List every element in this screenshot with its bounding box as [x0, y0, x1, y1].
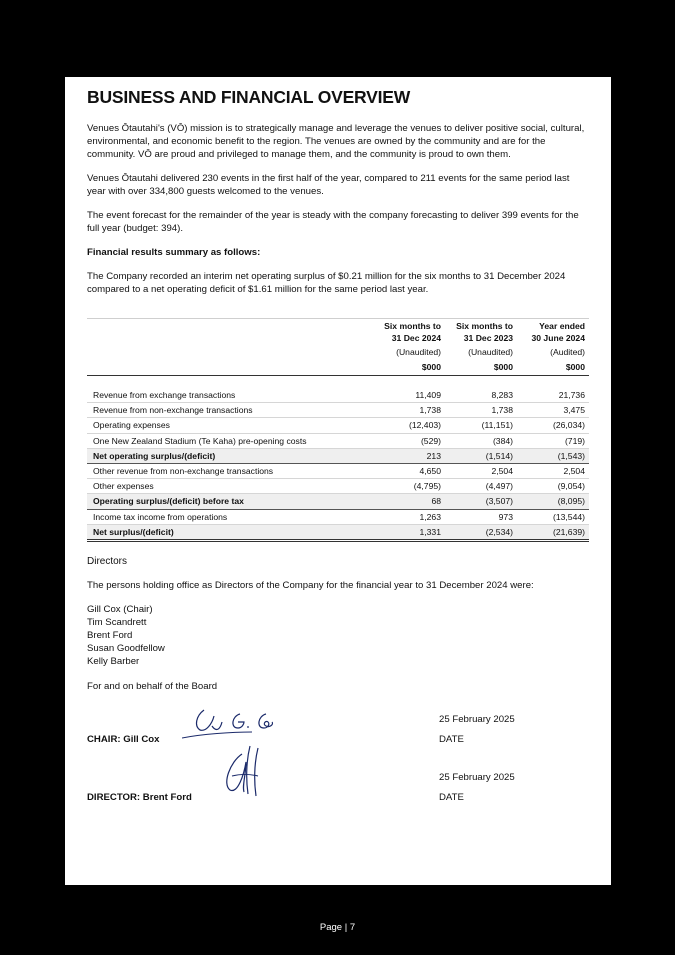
forecast-paragraph: The event forecast for the remainder of the year is steady with the company forecasting to deliver 399 events for the full year (budget: 394).: [87, 210, 579, 234]
director-name: Kelly Barber: [87, 655, 140, 667]
directors-title: Directors: [87, 555, 128, 567]
table-row: [87, 509, 589, 524]
row-value: (4,795): [373, 479, 445, 494]
row-value: 973: [445, 509, 517, 524]
row-value: (1,543): [517, 448, 589, 463]
director-label: DIRECTOR: Brent Ford: [87, 791, 192, 803]
document-page: [65, 77, 611, 885]
col-header: Six months to 31 Dec 2024: [384, 321, 441, 343]
col-status: (Audited): [550, 347, 585, 357]
col-unit: $000: [445, 359, 517, 376]
row-value: (9,054): [517, 479, 589, 494]
row-value: (8,095): [517, 494, 589, 509]
row-value: (4,497): [445, 479, 517, 494]
row-value: (2,534): [445, 524, 517, 540]
row-value: 8,283: [445, 388, 517, 403]
row-value: (719): [517, 433, 589, 448]
row-value: 2,504: [445, 463, 517, 478]
row-label: Net operating surplus/(deficit): [87, 448, 373, 463]
row-value: 1,738: [445, 403, 517, 418]
page-number: Page | 7: [319, 922, 356, 933]
row-value: (21,639): [517, 524, 589, 540]
row-label: Other expenses: [87, 479, 373, 494]
director-signature: [220, 744, 270, 802]
row-value: 21,736: [517, 388, 589, 403]
table-row: [87, 448, 589, 463]
row-value: 4,650: [373, 463, 445, 478]
directors-intro: The persons holding office as Directors of the Company for the financial year to 31 December 2024 were:: [87, 579, 534, 591]
row-label: Net surplus/(deficit): [87, 524, 373, 540]
chair-date-label: DATE: [439, 733, 464, 745]
row-label: Other revenue from non-exchange transactions: [87, 463, 373, 478]
director-date-label: DATE: [439, 791, 464, 803]
financial-summary-table: [87, 318, 589, 542]
row-value: (13,544): [517, 509, 589, 524]
row-value: 3,475: [517, 403, 589, 418]
row-value: (12,403): [373, 418, 445, 433]
row-label: Revenue from exchange transactions: [87, 388, 373, 403]
row-label: Revenue from non-exchange transactions: [87, 403, 373, 418]
col-unit: $000: [373, 359, 445, 376]
row-label: Income tax income from operations: [87, 509, 373, 524]
signature-block: [87, 704, 589, 844]
row-value: 213: [373, 448, 445, 463]
row-value: (11,151): [445, 418, 517, 433]
table-row: [87, 479, 589, 494]
table-row: [87, 524, 589, 540]
directors-list: [87, 603, 589, 668]
page-heading: BUSINESS AND FINANCIAL OVERVIEW: [87, 87, 411, 107]
director-name: Tim Scandrett: [87, 616, 147, 628]
row-value: 11,409: [373, 388, 445, 403]
row-value: 1,738: [373, 403, 445, 418]
col-status: (Unaudited): [396, 347, 441, 357]
chair-label: CHAIR: Gill Cox: [87, 733, 160, 745]
row-value: 68: [373, 494, 445, 509]
row-value: (384): [445, 433, 517, 448]
row-label: Operating expenses: [87, 418, 373, 433]
table-row: [87, 433, 589, 448]
row-value: 1,263: [373, 509, 445, 524]
table-row: [87, 418, 589, 433]
table-row: [87, 403, 589, 418]
director-date: 25 February 2025: [439, 771, 515, 783]
row-value: (26,034): [517, 418, 589, 433]
col-status: (Unaudited): [468, 347, 513, 357]
table-row: [87, 388, 589, 403]
col-unit: $000: [517, 359, 589, 376]
chair-signature: [182, 702, 277, 742]
row-value: (3,507): [445, 494, 517, 509]
col-header: Six months to 31 Dec 2023: [456, 321, 513, 343]
events-paragraph: Venues Ōtautahi delivered 230 events in the first half of the year, compared to 211 events for the same period last year with over 334,800 guests welcomed to the venues.: [87, 173, 570, 197]
row-value: (529): [373, 433, 445, 448]
row-value: 1,331: [373, 524, 445, 540]
table-row: [87, 494, 589, 509]
row-label: One New Zealand Stadium (Te Kaha) pre-opening costs: [87, 433, 373, 448]
row-value: (1,514): [445, 448, 517, 463]
director-name: Brent Ford: [87, 629, 133, 641]
results-paragraph: The Company recorded an interim net operating surplus of $0.21 million for the six months to 31 December 2024 compared to a net operating deficit of $1.61 million for the same period last year.: [87, 271, 566, 295]
mission-paragraph: Venues Ōtautahi's (VŌ) mission is to strategically manage and leverage the venues to deliver positive social, cultural, environmental, and economic benefit to the region. The venues are owned by the community and are for the community. VŌ are proud and privileged to manage them, and the community is proud to own them.: [87, 123, 585, 160]
table-row: [87, 463, 589, 478]
chair-date: 25 February 2025: [439, 713, 515, 725]
row-value: 2,504: [517, 463, 589, 478]
col-header: Year ended 30 June 2024: [531, 321, 585, 343]
row-label: Operating surplus/(deficit) before tax: [87, 494, 373, 509]
summary-heading: Financial results summary as follows:: [87, 247, 261, 258]
director-name: Susan Goodfellow: [87, 642, 165, 654]
director-name: Gill Cox (Chair): [87, 603, 153, 615]
behalf-text: For and on behalf of the Board: [87, 680, 218, 692]
